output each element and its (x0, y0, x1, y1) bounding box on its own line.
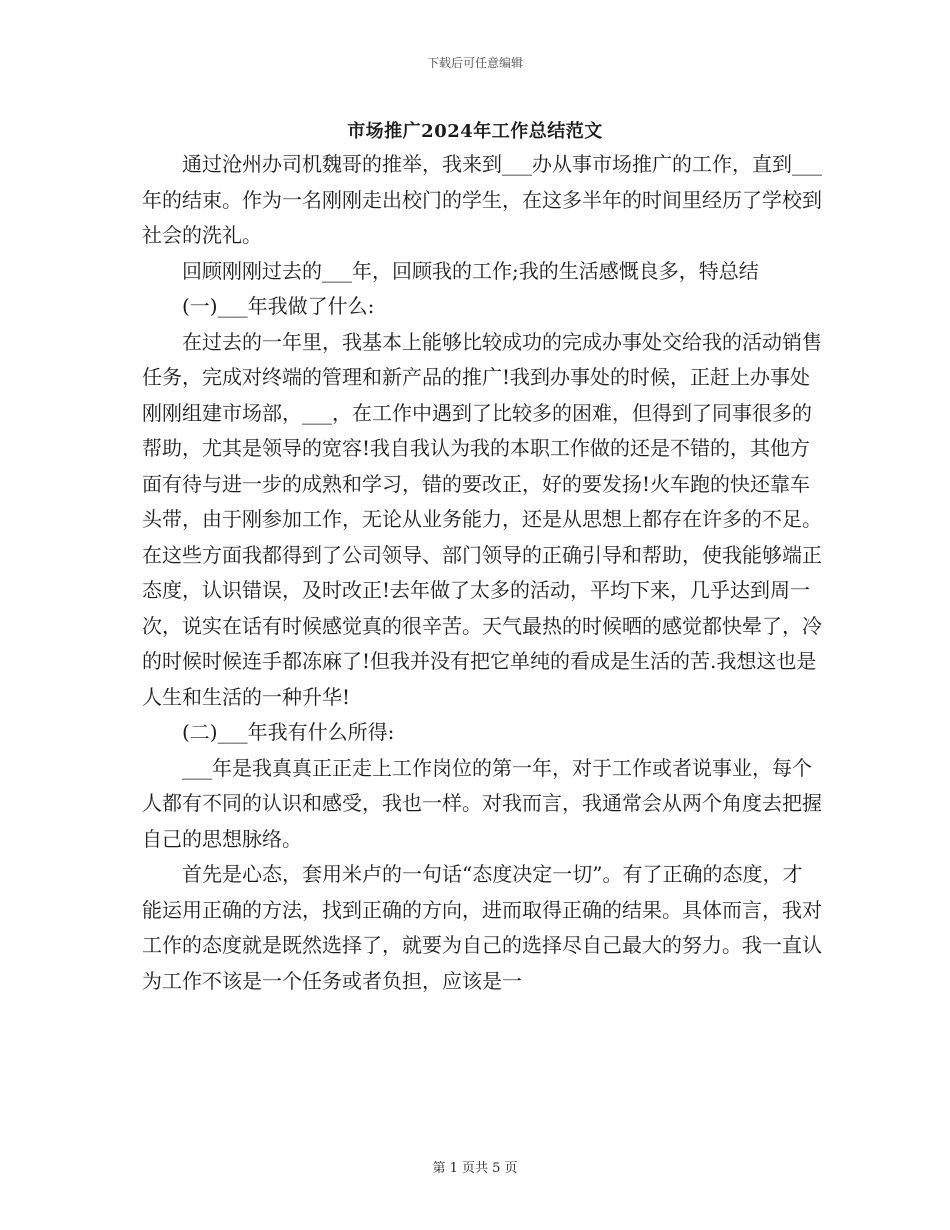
paragraph-section-1: 在过去的一年里，我基本上能够比较成功的完成办事处交给我的活动销售任务，完成对终端的管理和新产品的推广!我到办事处的时候，正赶上办事处刚刚组建市场部，___，在工作中遇到了比较多的困难，但得到了同事很多的帮助，尤其是领导的宽容!我自我认为我的本职工作做的还是不错的，其他方面有待与进一步的成熟和学习，错的要改正，好的要发扬!火车跑的快还靠车头带，由于刚参加工作，无论从业务能力，还是从思想上都存在许多的不足。在这些方面我都得到了公司领导、部门领导的正确引导和帮助，使我能够端正态度，认识错误，及时改正!去年做了太多的活动，平均下来，几乎达到周一次，说实在话有时候感觉真的很辛苦。天气最热的时候晒的感觉都快晕了，冷的时候时候连手都冻麻了!但我并没有把它单纯的看成是生活的苦.我想这也是人生和生活的一种升华! (142, 329, 822, 709)
document-title: 市场推广2024年工作总结范文 (347, 121, 603, 142)
section-heading-1: (一)___年我做了什么: (182, 294, 375, 318)
paragraph-section-2: ___年是我真真正正走上工作岗位的第一年，对于工作或者说事业，每个人都有不同的认识和感受，我也一样。对我而言，我通常会从两个角度去把握自己的思想脉络。 (142, 755, 822, 851)
paragraph-review: 回顾刚刚过去的___年，回顾我的工作;我的生活感慨良多，特总结 (182, 258, 759, 283)
paragraph-intro: 通过沧州办司机魏哥的推举，我来到___办从事市场推广的工作，直到___年的结束。作为一名刚刚走出校门的学生，在这多半年的时间里经历了学校到社会的洗礼。 (142, 152, 822, 247)
paragraph-attitude: 首先是心态，套用米卢的一句话“态度决定一切”。有了正确的态度，才能运用正确的方法，找到正确的方向，进而取得正确的结果。具体而言，我对工作的态度就是既然选择了，就要为自己的选择尽自己最大的努力。我一直认为工作不该是一个任务或者负担，应该是一 (142, 862, 822, 993)
page-header: 下载后可任意编辑 (426, 56, 523, 70)
section-heading-2: (二)___年我有什么所得: (182, 720, 395, 744)
document-body (142, 147, 822, 999)
page-footer: 第 1 页共 5 页 (432, 1161, 518, 1176)
